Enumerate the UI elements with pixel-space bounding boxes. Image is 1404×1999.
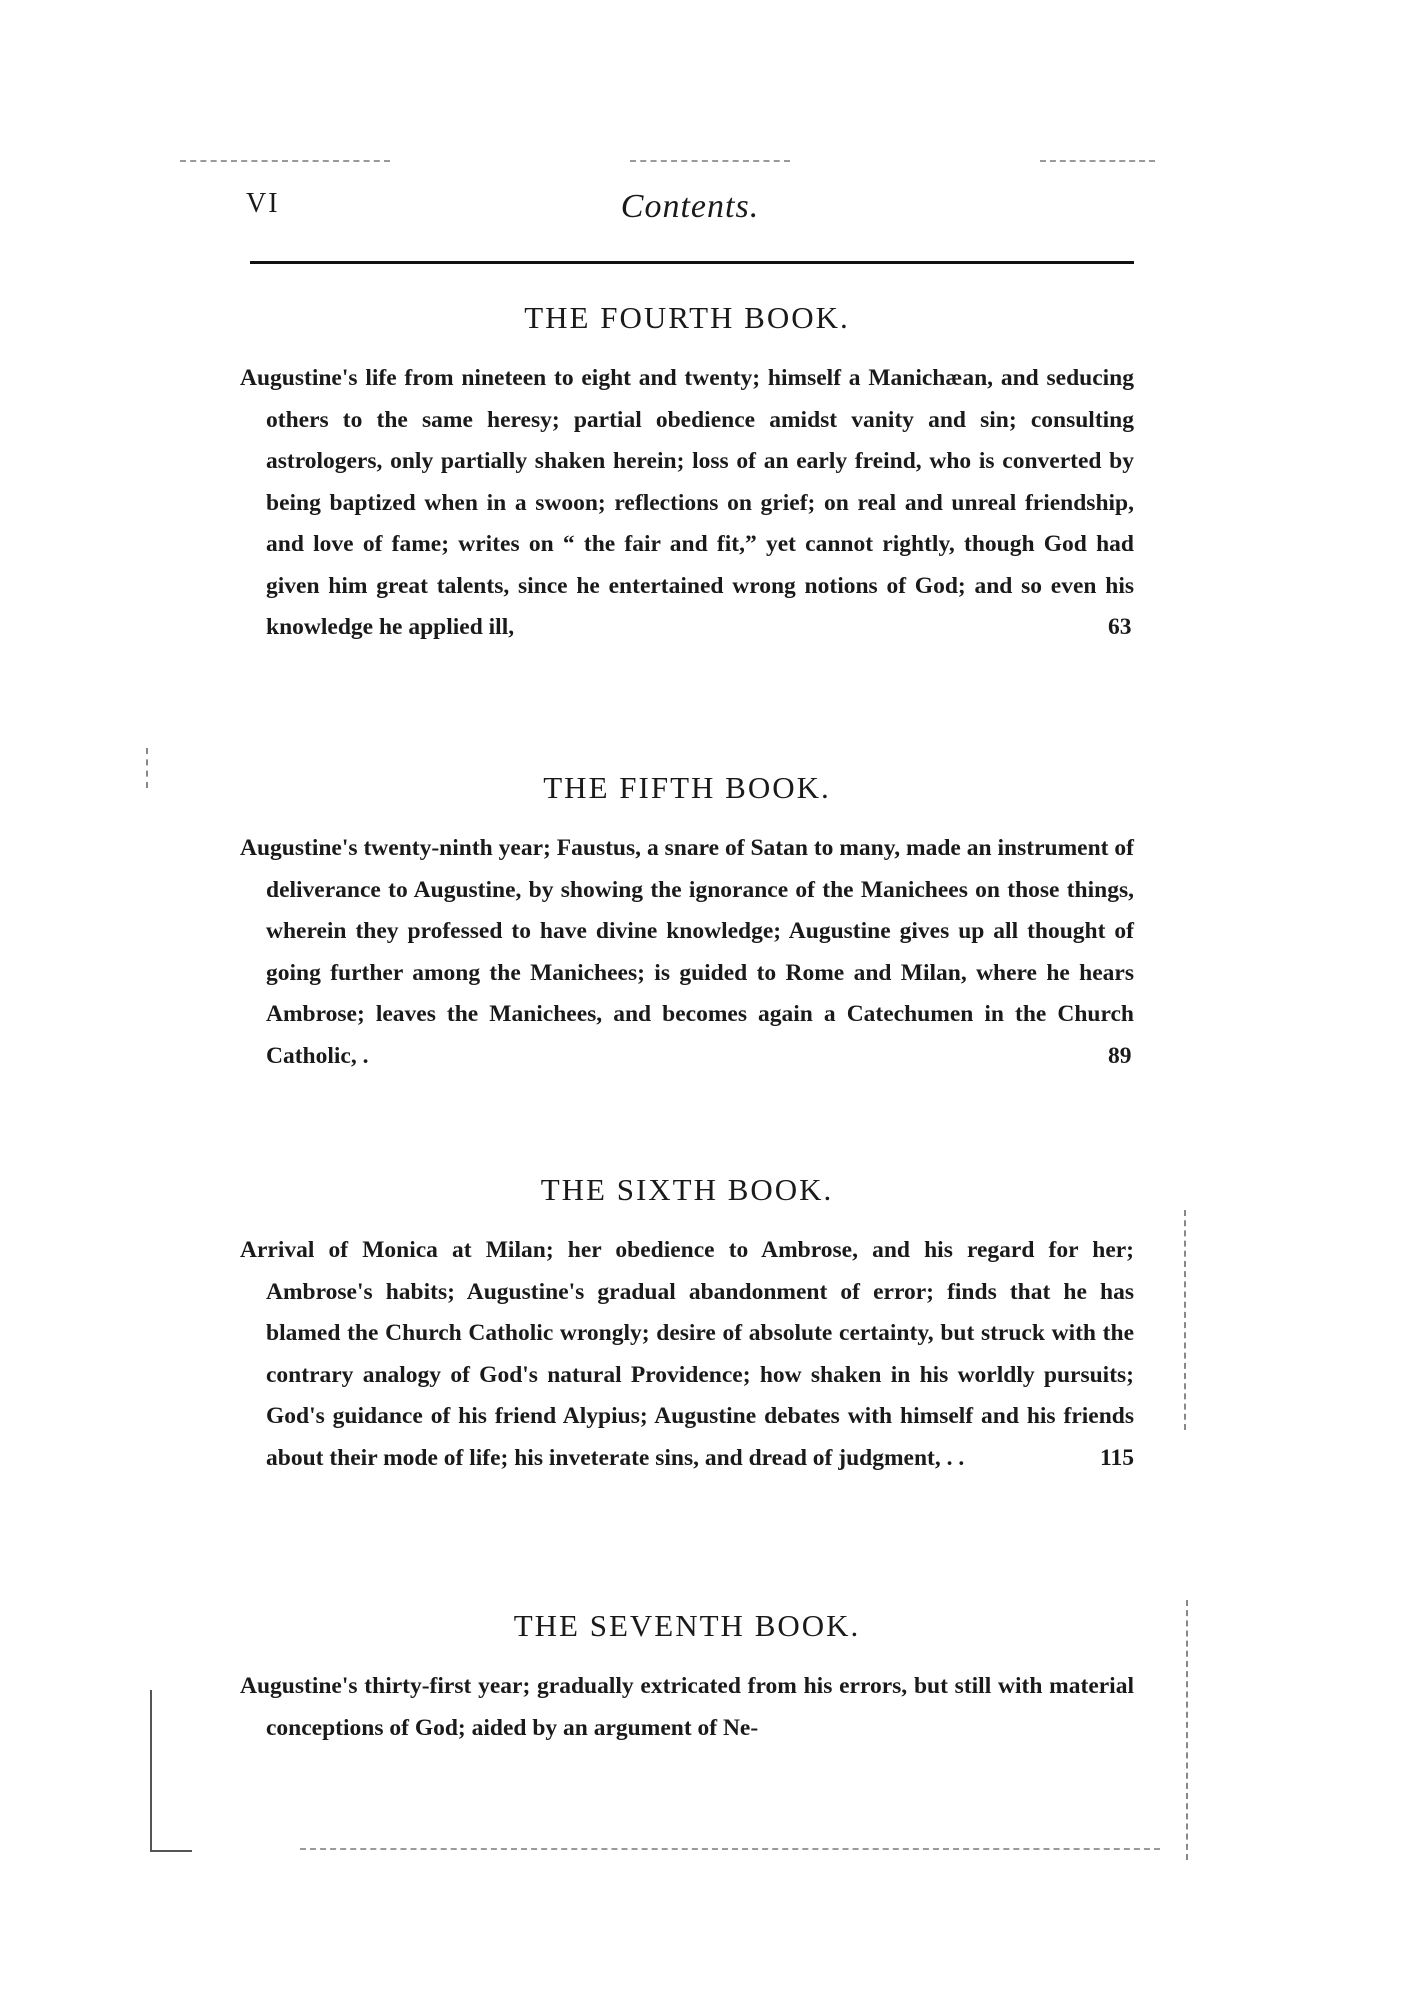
book-section-fourth bbox=[240, 300, 1134, 649]
book-heading: THE SIXTH BOOK. bbox=[540, 1172, 834, 1207]
page-header bbox=[246, 188, 1134, 236]
page-number: VI bbox=[246, 188, 280, 219]
book-summary bbox=[240, 1230, 1134, 1479]
summary-text: Augustine's life from nineteen to eight and twenty; himself a Manichæan, and seducing others to the same heresy; partial obedience amidst vanity and sin; consulting astrologers, only partially shaken herein; loss of an early freind, who is converted by being baptized when in a swoon; reflections on grief; on real and unreal friendship, and love of fame; writes on “ the fair and fit,” yet cannot rightly, though God had given him great talents, since he entertained wrong notions of God; and so even his knowledge he applied ill, bbox=[240, 365, 1134, 640]
book-section-fifth bbox=[240, 770, 1134, 1077]
page-reference: 115 bbox=[1100, 1444, 1134, 1471]
summary-text: Augustine's thirty-first year; gradually extricated from his errors, but still with material conceptions of God; aided by an argument of Ne- bbox=[240, 1673, 1134, 1741]
book-heading: THE FIFTH BOOK. bbox=[543, 770, 831, 805]
scan-artifact-top-right bbox=[1040, 160, 1155, 162]
book-summary: Augustine's twenty-ninth year; Faustus, a snare of Satan to many, made an instrument of deliverance to Augustine, by showing the ignorance of the Manichees on those things, wherein they professed to have divine knowledge; Augustine gives up all thought of going further among the Manichees; is guided to Rome and Milan, where he hears Ambrose; leaves the Manichees, and becomes again a Catechumen in the Church Catholic, . 89 bbox=[240, 835, 1134, 1069]
scan-artifact-top-left bbox=[180, 160, 390, 162]
book-section-sixth bbox=[240, 1172, 1134, 1479]
scan-artifact-bottom-line bbox=[300, 1848, 1160, 1850]
book-summary bbox=[240, 1666, 1134, 1749]
scan-artifact-right-margin bbox=[1184, 1210, 1186, 1430]
book-section-seventh bbox=[240, 1608, 1134, 1749]
summary-text: Arrival of Monica at Milan; her obedience to Ambrose, and his regard for her; Ambrose's habits; Augustine's gradual abandonment of error; finds that he has blamed the Church Catholic wrongly; desire of absolute certainty, but struck with the contrary analogy of God's natural Providence; how shaken in his worldly pursuits; God's guidance of his friend Alypius; Augustine debates with himself and his friends about their mode of life; his inveterate sins, and dread of judgment, . . bbox=[240, 1237, 1134, 1471]
scan-artifact-left-margin bbox=[146, 748, 148, 788]
header-rule bbox=[250, 261, 1134, 264]
summary-text: Augustine's twenty-ninth year; Faustus, a snare of Satan to many, made an instrument of deliverance to Augustine, by showing the ignorance of the Manichees on those things, wherein they professed to have divine knowledge; Augustine gives up all thought of going further among the Manichees; is guided to Rome and Milan, where he hears Ambrose; leaves the Manichees, and becomes again a Catechumen in the Church Catholic, . bbox=[240, 835, 1134, 1069]
book-heading: THE FOURTH BOOK. bbox=[524, 300, 850, 335]
book-heading: THE SEVENTH BOOK. bbox=[513, 1608, 861, 1643]
scan-artifact-bottom-left-frame bbox=[150, 1690, 192, 1852]
scan-artifact-bottom-right-margin bbox=[1186, 1600, 1188, 1860]
running-title: Contents. bbox=[620, 188, 760, 225]
scan-artifact-top-center bbox=[630, 160, 790, 162]
book-summary: Augustine's life from nineteen to eight and twenty; himself a Manichæan, and seducing others to the same heresy; partial obedience amidst vanity and sin; consulting astrologers, only partially shaken herein; loss of an early freind, who is converted by being baptized when in a swoon; reflections on grief; on real and unreal friendship, and love of fame; writes on “ the fair and fit,” yet cannot rightly, though God had given him great talents, since he entertained wrong notions of God; and so even his knowledge he applied ill, 63 bbox=[240, 365, 1134, 640]
